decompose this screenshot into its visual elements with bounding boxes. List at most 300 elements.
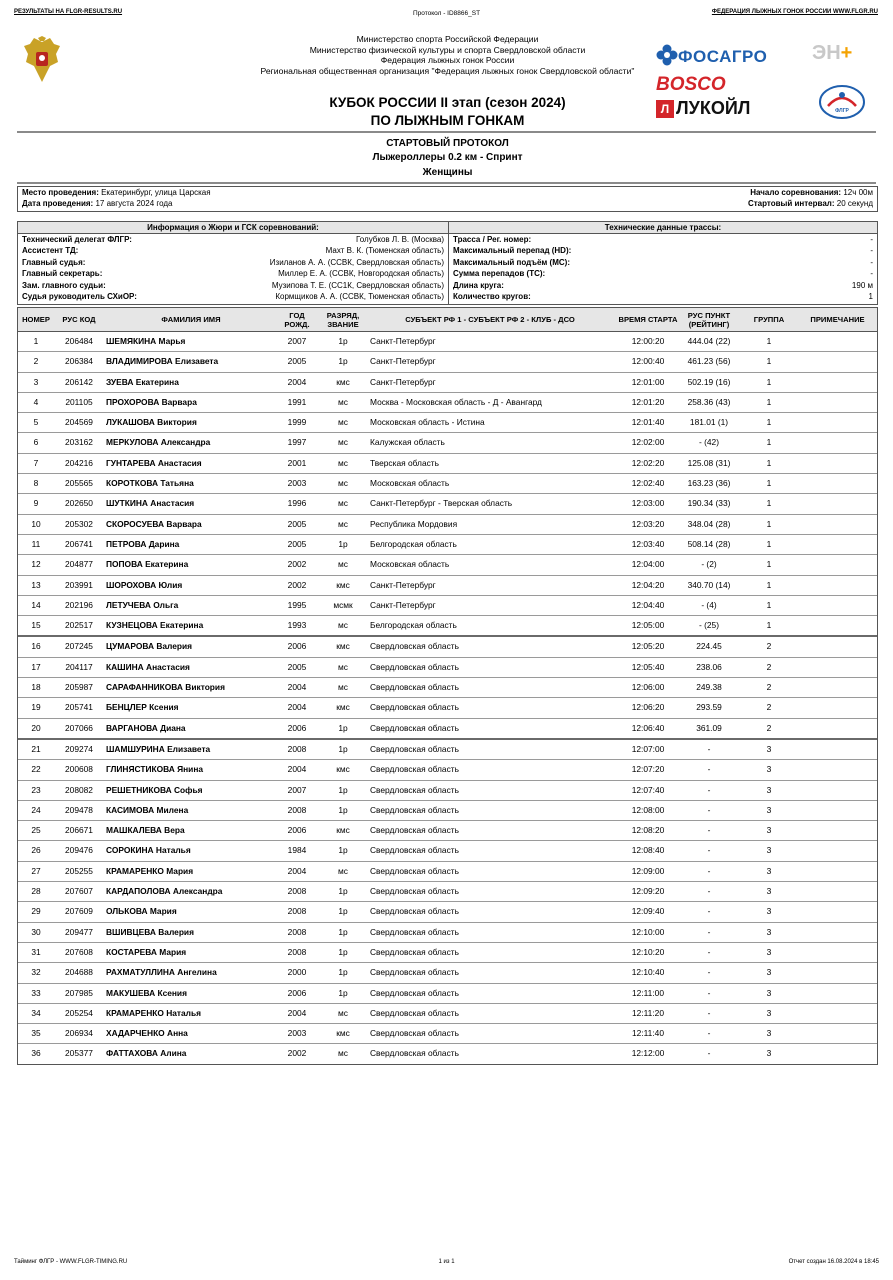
group: 3 (766, 1048, 772, 1059)
rus-code: 206741 (65, 538, 93, 549)
note (798, 740, 877, 759)
rus-code: 207066 (65, 722, 93, 733)
bib-number: 12 (31, 559, 41, 570)
table-row (18, 923, 877, 943)
athlete-name: КАШИНА Анастасия (106, 661, 190, 672)
group: 3 (766, 967, 772, 978)
bib-number: 30 (31, 926, 41, 937)
region: Московская область (370, 478, 450, 489)
rank: 1р (338, 784, 348, 795)
table-row (18, 781, 877, 801)
region: Санкт-Петербург (370, 599, 436, 610)
start-time: 12:04:00 (631, 559, 665, 570)
region: Свердловская область (370, 886, 459, 897)
start-time: 12:11:00 (632, 987, 664, 998)
start-time: 12:06:40 (631, 722, 665, 733)
note (798, 781, 877, 800)
region: Тверская область (370, 457, 439, 468)
group: 1 (766, 376, 772, 387)
jury-header: Информация о Жюри и ГСК соревнований: (18, 222, 448, 234)
table-row (18, 413, 877, 433)
federation-link[interactable]: ФЕДЕРАЦИЯ ЛЫЖНЫХ ГОНОК РОССИИ WWW.FLGR.RU (711, 9, 878, 15)
col-note: ПРИМЕЧАНИЕ (810, 315, 865, 324)
birth-year: 2000 (287, 967, 307, 978)
birth-year: 2001 (287, 457, 307, 468)
start-time: 12:09:20 (631, 886, 665, 897)
note (798, 984, 877, 1003)
start-time: 12:03:00 (631, 498, 665, 509)
athlete-name: ВЛАДИМИРОВА Елизавета (106, 356, 219, 367)
rus-code: 204877 (65, 559, 93, 570)
athlete-name: ШЕМЯКИНА Марья (106, 336, 186, 346)
bib-number: 36 (31, 1048, 41, 1059)
region: Свердловская область (370, 682, 459, 693)
en-text: ЭН (812, 42, 841, 64)
table-row (18, 576, 877, 596)
birth-year: 2004 (287, 682, 307, 693)
start-time: 12:00:20 (631, 336, 665, 346)
group: 3 (766, 906, 772, 917)
rank: мс (338, 865, 348, 876)
rus-code: 200608 (65, 764, 93, 775)
birth-year: 2005 (287, 518, 307, 529)
group: 3 (766, 987, 772, 998)
start-time: 12:10:00 (631, 926, 665, 937)
birth-year: 2006 (287, 722, 307, 733)
interval-value: 20 секунд (836, 199, 873, 208)
jury-row: Главный судья: Изиланов А. А. (ССВК, Свердловская область) (22, 257, 444, 267)
footer-page: 1 из 1 (438, 1259, 455, 1265)
athlete-name: ШАМШУРИНА Елизавета (106, 743, 211, 754)
rank: 1р (338, 886, 348, 897)
note (798, 821, 877, 840)
rank: мс (338, 682, 348, 693)
athlete-name: СКОРОСУЕВА Варвара (106, 518, 202, 529)
region: Свердловская область (370, 967, 459, 978)
region: Свердловская область (370, 946, 459, 957)
athlete-name: ВШИВЦЕВА Валерия (106, 926, 194, 937)
lukoil-icon: Л (656, 100, 674, 118)
bosco-logo: BOSCO (656, 74, 726, 95)
group: 3 (766, 926, 772, 937)
rank: мс (338, 498, 348, 509)
rus-points: - (707, 906, 711, 917)
birth-year: 2004 (287, 376, 307, 387)
track-row: Максимальный подъём (MC): - (453, 257, 873, 267)
group: 1 (766, 579, 772, 590)
org-line: Федерация лыжных гонок России (380, 55, 515, 66)
group: 1 (766, 518, 772, 529)
note (798, 923, 877, 942)
rus-code: 205377 (65, 1048, 93, 1059)
note (798, 515, 877, 534)
start-time: 12:02:40 (631, 478, 665, 489)
birth-year: 2006 (287, 825, 307, 836)
athlete-name: ШУТКИНА Анастасия (106, 498, 195, 509)
bib-number: 2 (33, 356, 39, 367)
start-time: 12:10:20 (631, 946, 665, 957)
rank: 1р (338, 804, 348, 815)
rus-code: 206934 (65, 1028, 93, 1039)
region: Свердловская область (370, 743, 459, 754)
rus-points: - (707, 865, 711, 876)
table-row (18, 1004, 877, 1024)
rank: мс (338, 437, 348, 448)
bib-number: 29 (31, 906, 41, 917)
bib-number: 18 (31, 682, 41, 693)
group: 3 (766, 1028, 772, 1039)
birth-year: 2008 (287, 804, 307, 815)
note (798, 576, 877, 595)
date-value: 17 августа 2024 года (95, 199, 173, 208)
note (798, 393, 877, 412)
note (798, 1024, 877, 1043)
track-row: Количество кругов: 1 (453, 291, 873, 301)
region: Свердловская область (370, 845, 459, 856)
group: 3 (766, 865, 772, 876)
birth-year: 2005 (287, 538, 307, 549)
region: Белгородская область (370, 620, 457, 631)
rus-points: 293.59 (696, 702, 722, 713)
region: Калужская область (370, 437, 445, 448)
table-row (18, 801, 877, 821)
rank: 1р (338, 946, 348, 957)
start-time: 12:08:00 (631, 804, 665, 815)
start-time: 12:01:20 (631, 396, 665, 407)
jury-row: Судья руководитель СХиОР: Кормщиков А. А. (ССВК, Тюменская область) (22, 291, 444, 301)
rank: 1р (338, 926, 348, 937)
rus-code: 204688 (65, 967, 93, 978)
col-start-time: ВРЕМЯ СТАРТА (618, 315, 678, 324)
start-time: 12:02:20 (631, 457, 665, 468)
rus-code: 206142 (65, 376, 93, 387)
athlete-name: РАХМАТУЛЛИНА Ангелина (106, 967, 217, 978)
jury-row: Ассистент ТД: Махт В. К. (Тюменская область) (22, 246, 444, 256)
start-label: Начало соревнования: (750, 188, 842, 197)
athlete-name: ВАРГАНОВА Диана (106, 722, 186, 733)
rus-code: 205255 (65, 865, 93, 876)
birth-year: 2005 (287, 661, 307, 672)
start-time: 12:05:00 (631, 620, 665, 631)
bib-number: 17 (31, 661, 41, 672)
region: Свердловская область (370, 865, 459, 876)
bib-number: 20 (31, 722, 41, 733)
cup-title: КУБОК РОССИИ II этап (сезон 2024) (329, 95, 566, 110)
birth-year: 2004 (287, 702, 307, 713)
note (798, 352, 877, 371)
note (798, 841, 877, 860)
note (798, 433, 877, 452)
rank: 1р (338, 987, 348, 998)
divider (17, 182, 876, 184)
birth-year: 2002 (287, 579, 307, 590)
start-time: 12:07:40 (631, 784, 665, 795)
group: 3 (766, 1007, 772, 1018)
table-row (18, 616, 877, 637)
rus-points: 258.36 (43) (687, 396, 731, 407)
note (798, 596, 877, 615)
birth-year: 2006 (287, 641, 307, 652)
bib-number: 34 (31, 1007, 41, 1018)
bib-number: 10 (31, 518, 41, 529)
athlete-name: САРАФАННИКОВА Виктория (106, 682, 225, 693)
bib-number: 28 (31, 886, 41, 897)
table-row (18, 821, 877, 841)
table-row (18, 596, 877, 616)
table-row (18, 515, 877, 535)
table-row (18, 393, 877, 413)
note (798, 698, 877, 717)
col-num: НОМЕР (22, 315, 50, 324)
rank: 1р (338, 743, 348, 754)
start-time: 12:00:40 (631, 356, 665, 367)
note (798, 658, 877, 677)
table-row (18, 474, 877, 494)
rus-code: 202650 (65, 498, 93, 509)
group: 1 (766, 498, 772, 509)
note (798, 801, 877, 820)
birth-year: 2003 (287, 1028, 307, 1039)
rus-points: - (707, 845, 711, 856)
table-row (18, 454, 877, 474)
region: Свердловская область (370, 784, 459, 795)
start-list-table (17, 307, 878, 1065)
rus-code: 202196 (65, 599, 93, 610)
region: Санкт-Петербург (370, 356, 436, 367)
rus-code: 207608 (65, 946, 93, 957)
start-time: 12:02:00 (631, 437, 665, 448)
rus-code: 206384 (65, 356, 93, 367)
region: Белгородская область (370, 538, 457, 549)
start-time: 12:01:00 (631, 376, 665, 387)
bib-number: 19 (31, 702, 41, 713)
athlete-name: ШОРОХОВА Юлия (106, 579, 183, 590)
group: 1 (766, 437, 772, 448)
note (798, 373, 877, 392)
rus-points: - (707, 825, 711, 836)
rus-code: 204216 (65, 457, 93, 468)
rus-code: 209477 (65, 926, 93, 937)
note (798, 963, 877, 982)
rank: кмс (336, 702, 350, 713)
birth-year: 2004 (287, 865, 307, 876)
group: 1 (766, 457, 772, 468)
group: 1 (766, 478, 772, 489)
region: Свердловская область (370, 1028, 459, 1039)
table-row (18, 943, 877, 963)
track-panel (449, 222, 877, 304)
organisers (240, 34, 655, 76)
bib-number: 8 (33, 478, 39, 489)
rus-points: - (707, 1048, 711, 1059)
rus-code: 209478 (65, 804, 93, 815)
rus-points: 502.19 (16) (687, 376, 731, 387)
birth-year: 2008 (287, 926, 307, 937)
group: 1 (766, 538, 772, 549)
track-row: Максимальный перепад (HD): - (453, 246, 873, 256)
track-row: Сумма перепадов (TC): - (453, 269, 873, 279)
table-row (18, 637, 877, 657)
athlete-name: ГУНТАРЕВА Анастасия (106, 457, 202, 468)
rank: кмс (336, 376, 350, 387)
region: Свердловская область (370, 906, 459, 917)
event-title: Лыжероллеры 0.2 км - Спринт (372, 152, 523, 163)
rus-points: 444.04 (22) (687, 336, 731, 346)
rus-points: - (707, 743, 711, 754)
rus-code: 208082 (65, 784, 93, 795)
rus-code: 201105 (65, 396, 93, 407)
rus-code: 205565 (65, 478, 93, 489)
athlete-name: СОРОКИНА Наталья (106, 845, 191, 856)
start-time: 12:05:20 (631, 641, 665, 652)
birth-year: 1993 (287, 620, 307, 631)
birth-year: 2004 (287, 764, 307, 775)
region: Москва - Московская область - Д - Авангард (370, 396, 542, 407)
fosagro-flower-icon (656, 44, 678, 66)
rus-points: - (707, 946, 711, 957)
col-points: РУС ПУНКТ (РЕЙТИНГ) (687, 310, 731, 329)
start-time: 12:01:40 (631, 417, 665, 428)
start-time: 12:11:20 (632, 1007, 664, 1018)
athlete-name: КУЗНЕЦОВА Екатерина (106, 620, 204, 631)
bib-number: 26 (31, 845, 41, 856)
col-group: ГРУППА (753, 315, 785, 324)
rus-code: 207245 (65, 641, 93, 652)
bib-number: 6 (33, 437, 39, 448)
bib-number: 7 (33, 457, 39, 468)
fosagro-text: ФОСАГРО (678, 47, 768, 66)
bib-number: 13 (31, 579, 41, 590)
group: 3 (766, 784, 772, 795)
jury-panel (18, 222, 449, 304)
rank: 1р (338, 845, 348, 856)
jury-row: Главный секретарь: Миллер Е. А. (ССВК, Новгородская область) (22, 269, 444, 279)
birth-year: 2008 (287, 906, 307, 917)
group: 3 (766, 825, 772, 836)
group: 1 (766, 396, 772, 407)
athlete-name: ЛУКАШОВА Виктория (106, 417, 197, 428)
bib-number: 25 (31, 825, 41, 836)
rank: кмс (336, 1028, 350, 1039)
note (798, 943, 877, 962)
table-row (18, 1024, 877, 1044)
note (798, 616, 877, 635)
bib-number: 5 (33, 417, 39, 428)
footer-created: Отчет создан 16.08.2024 в 18:45 (788, 1259, 879, 1265)
athlete-name: ЛЕТУЧЕВА Ольга (106, 599, 179, 610)
birth-year: 2007 (287, 336, 307, 346)
rank: мс (338, 1007, 348, 1018)
group: 2 (766, 702, 772, 713)
group: 3 (766, 743, 772, 754)
rank: мс (338, 457, 348, 468)
rank: мс (338, 559, 348, 570)
table-row (18, 719, 877, 740)
athlete-name: МАШКАЛЕВА Вера (106, 825, 185, 836)
region: Московская область - Истина (370, 417, 485, 428)
note (798, 535, 877, 554)
rus-points: - (707, 804, 711, 815)
birth-year: 2008 (287, 886, 307, 897)
bib-number: 31 (31, 946, 41, 957)
athlete-name: ПРОХОРОВА Варвара (106, 396, 197, 407)
jury-track-panel (17, 221, 878, 305)
rus-points: 348.04 (28) (687, 518, 731, 529)
results-link[interactable]: РЕЗУЛЬТАТЫ НА FLGR-RESULTS.RU (14, 9, 123, 15)
group: 2 (766, 661, 772, 672)
rus-points: - (4) (701, 599, 717, 610)
note (798, 332, 877, 351)
rus-points: - (707, 987, 711, 998)
rus-code: 207985 (65, 987, 93, 998)
note (798, 637, 877, 656)
rus-code: 204569 (65, 417, 93, 428)
athlete-name: КРАМАРЕНКО Мария (106, 865, 194, 876)
table-row (18, 902, 877, 922)
rank: 1р (338, 336, 348, 346)
table-row (18, 535, 877, 555)
rus-points: 340.70 (14) (687, 579, 731, 590)
birth-year: 2008 (287, 743, 307, 754)
bib-number: 33 (31, 987, 41, 998)
birth-year: 2003 (287, 478, 307, 489)
table-row (18, 658, 877, 678)
table-row (18, 352, 877, 372)
divider (17, 131, 876, 133)
bib-number: 9 (33, 498, 39, 509)
rank: 1р (338, 967, 348, 978)
cup-subtitle: ПО ЛЫЖНЫМ ГОНКАМ (370, 113, 525, 128)
athlete-name: КРАМАРЕНКО Наталья (106, 1007, 202, 1018)
athlete-name: МЕРКУЛОВА Александра (106, 437, 211, 448)
birth-year: 2008 (287, 946, 307, 957)
rank: кмс (336, 825, 350, 836)
birth-year: 1991 (287, 396, 307, 407)
start-time: 12:10:40 (631, 967, 665, 978)
region: Свердловская область (370, 722, 459, 733)
lukoil-logo (656, 98, 766, 120)
rus-code: 205987 (65, 682, 93, 693)
athlete-name: БЕНЦЛЕР Ксения (106, 702, 179, 713)
birth-year: 2006 (287, 987, 307, 998)
table-row (18, 740, 877, 760)
org-line: Министерство физической культуры и спорта Свердловской области (309, 44, 586, 55)
group: 1 (766, 599, 772, 610)
athlete-name: ЦУМАРОВА Валерия (106, 641, 193, 652)
col-rank: РАЗРЯД, ЗВАНИЕ (326, 310, 360, 329)
start-time: 12:08:20 (631, 825, 665, 836)
group: 3 (766, 804, 772, 815)
bib-number: 23 (31, 784, 41, 795)
start-time: 12:05:40 (631, 661, 665, 672)
rank: 1р (338, 906, 348, 917)
bib-number: 32 (31, 967, 41, 978)
rus-code: 202517 (65, 620, 93, 631)
region: Свердловская область (370, 926, 459, 937)
region: Свердловская область (370, 641, 459, 652)
group: 1 (766, 417, 772, 428)
region: Санкт-Петербург (370, 579, 436, 590)
venue-value: Екатеринбург, улица Царская (101, 188, 211, 197)
coat-of-arms-icon (22, 36, 62, 84)
table-row (18, 698, 877, 718)
athlete-name: КОРОТКОВА Татьяна (106, 478, 194, 489)
region: Санкт-Петербург (370, 336, 436, 346)
note (798, 760, 877, 779)
group: 1 (766, 559, 772, 570)
rus-points: 461.23 (56) (687, 356, 731, 367)
table-row (18, 678, 877, 698)
